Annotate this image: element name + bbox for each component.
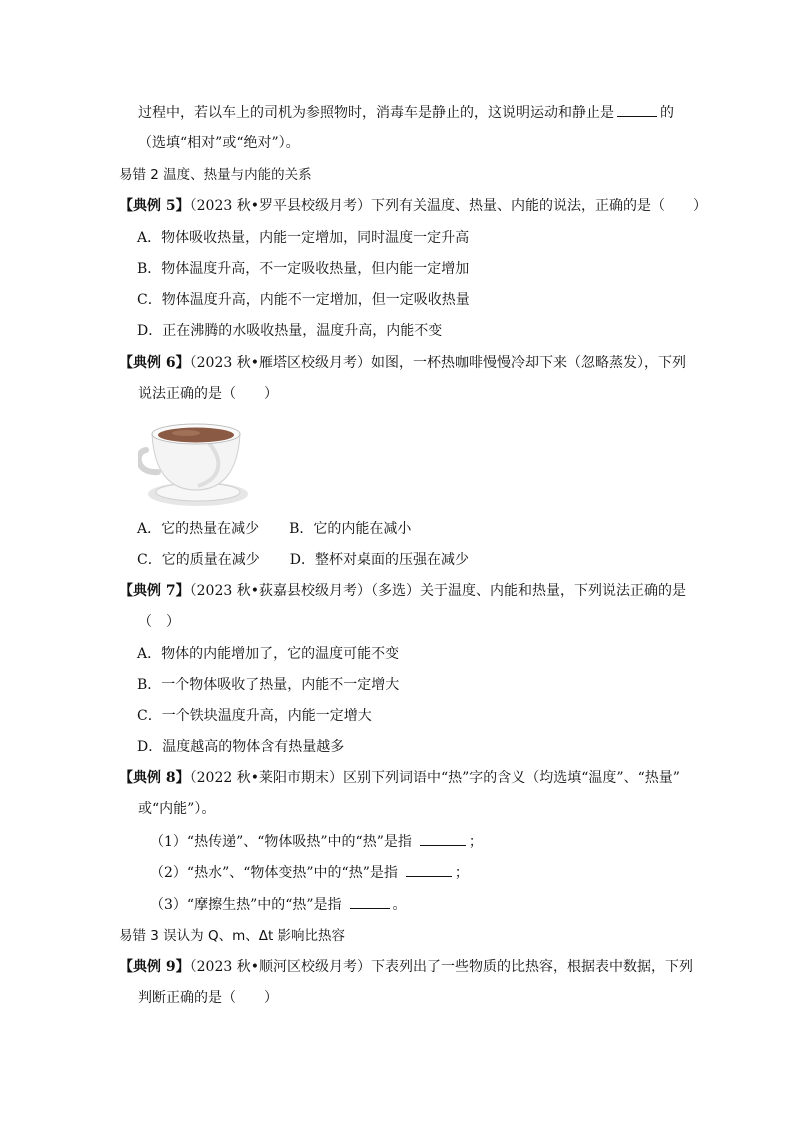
- item-end: ；: [454, 865, 469, 881]
- example-label: 【典例 8】: [119, 770, 190, 786]
- example-6-stem-1: [119, 353, 686, 373]
- example-label: 【典例 5】: [119, 198, 190, 214]
- example-8-item-1: [150, 831, 483, 852]
- item-text: （3）“摩擦生热”中的“热”是指: [150, 897, 342, 913]
- answer-blank[interactable]: [350, 894, 390, 909]
- section-heading-2: 易错 2 温度、热量与内能的关系: [119, 167, 312, 183]
- example-7-option-a: A．物体的内能增加了，它的温度可能不变: [137, 646, 400, 662]
- example-label: 【典例 7】: [119, 583, 190, 599]
- example-6-option-a: A．它的热量在减少: [137, 521, 260, 537]
- answer-blank[interactable]: [420, 831, 466, 846]
- example-8-item-2: [150, 862, 469, 883]
- example-7-option-c: C．一个铁块温度升高，内能一定增大: [137, 708, 372, 724]
- example-9-stem-2: 判断正确的是（ ）: [138, 990, 278, 1006]
- ex4-line1-end: 的: [660, 105, 674, 121]
- example-7-stem-2: （ ）: [138, 614, 180, 630]
- item-text: （1）“热传递”、“物体吸热”中的“热”是指: [150, 834, 412, 850]
- example-stem-text: （2023 秋•罗平县校级月考）下列有关温度、热量、内能的说法，正确的是（ ）: [189, 198, 707, 214]
- example-8-stem-1: [119, 768, 680, 788]
- example-stem-text: （2023 秋•荻嘉县校级月考）（多选）关于温度、内能和热量，下列说法正确的是: [189, 583, 686, 599]
- section-heading-3: 易错 3 误认为 Q、m、Δt 影响比热容: [119, 928, 346, 944]
- example-7-option-d: D．温度越高的物体含有热量越多: [137, 739, 345, 755]
- ex4-line1-text: 过程中，若以车上的司机为参照物时，消毒车是静止的，这说明运动和静止是: [138, 105, 614, 121]
- answer-blank[interactable]: [406, 862, 452, 877]
- item-end: 。: [392, 897, 407, 913]
- example-6-options-row-1: [137, 519, 411, 539]
- example-6-option-d: D．整杯对桌面的压强在减少: [289, 552, 469, 568]
- example-6-stem-2: 说法正确的是（ ）: [138, 386, 278, 402]
- example-label: 【典例 9】: [119, 959, 190, 975]
- item-end: ；: [468, 834, 483, 850]
- example-6-option-b: B．它的内能在减小: [289, 521, 412, 537]
- example-7-stem-1: [119, 581, 686, 601]
- example-5-option-a: A．物体吸收热量，内能一定增加，同时温度一定升高: [137, 230, 470, 246]
- example-7-option-b: B．一个物体吸收了热量，内能不一定增大: [137, 677, 400, 693]
- example-6-option-c: C．它的质量在减少: [137, 552, 260, 568]
- example-6-options-row-2: [137, 550, 469, 570]
- example-8-item-3: [150, 894, 407, 915]
- example-5-option-d: D．正在沸腾的水吸收热量，温度升高，内能不变: [137, 323, 443, 339]
- item-text: （2）“热水”、“物体变热”中的“热”是指: [150, 865, 398, 881]
- example-label: 【典例 6】: [119, 355, 190, 371]
- example-stem-text: （2023 秋•顺河区校级月考）下表列出了一些物质的比热容，根据表中数据，下列: [189, 959, 693, 975]
- ex4-line2: （选填“相对”或“绝对”）。: [138, 135, 300, 151]
- example-5-stem: [119, 196, 707, 216]
- example-stem-text: （2022 秋•莱阳市期末）区别下列词语中“热”字的含义（均选填“温度”、“热量”: [189, 770, 680, 786]
- example-5-option-b: B．物体温度升高，不一定吸收热量，但内能一定增加: [137, 261, 470, 277]
- ex4-line1: [138, 102, 674, 123]
- example-stem-text: （2023 秋•雁塔区校级月考）如图，一杯热咖啡慢慢冷却下来（忽略蒸发），下列: [189, 355, 686, 371]
- answer-blank[interactable]: [617, 102, 657, 117]
- example-9-stem-1: [119, 957, 693, 977]
- example-5-option-c: C．物体温度升高，内能不一定增加，但一定吸收热量: [137, 292, 470, 308]
- coffee-cup-image: [138, 412, 248, 508]
- example-8-stem-2: 或“内能”）。: [138, 801, 216, 817]
